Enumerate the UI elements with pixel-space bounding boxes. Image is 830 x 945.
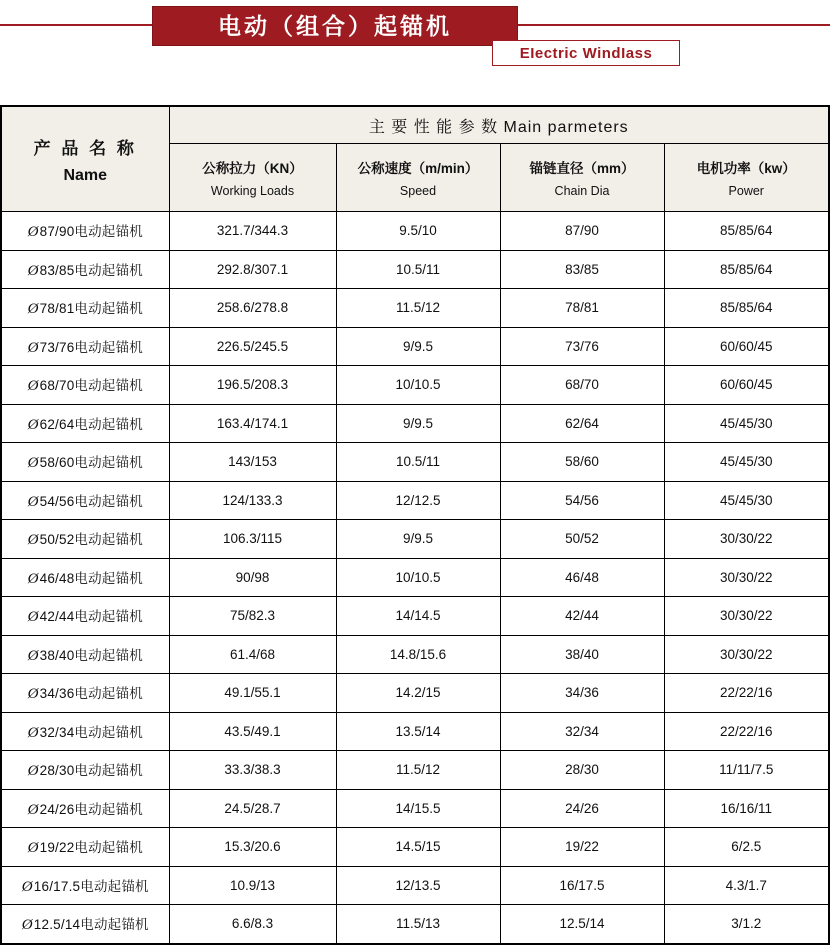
table-row [1, 212, 829, 251]
cell-power: 60/60/45 [664, 327, 829, 366]
column-header-power-en: Power [728, 184, 764, 198]
cell-product-name: Ø46/48电动起锚机 [1, 558, 169, 597]
table-row [1, 289, 829, 328]
page-header [0, 0, 830, 98]
cell-power: 6/2.5 [664, 828, 829, 867]
table-row [1, 789, 829, 828]
cell-chain-dia: 83/85 [500, 250, 664, 289]
cell-working-loads: 43.5/49.1 [169, 712, 336, 751]
title-banner [152, 6, 518, 46]
diameter-symbol-icon: Ø [27, 416, 39, 433]
english-title-box [492, 40, 680, 66]
cell-chain-dia: 42/44 [500, 597, 664, 636]
table-row [1, 327, 829, 366]
diameter-symbol-icon: Ø [27, 801, 39, 818]
cell-power: 85/85/64 [664, 212, 829, 251]
cell-working-loads: 49.1/55.1 [169, 674, 336, 713]
cell-chain-dia: 73/76 [500, 327, 664, 366]
column-group-header-main-parameters: 主 要 性 能 参 数 Main parmeters [169, 106, 829, 144]
column-header-working-loads-cn: 公称拉力（KN） [202, 161, 303, 176]
cell-working-loads: 6.6/8.3 [169, 905, 336, 944]
table-row [1, 828, 829, 867]
column-header-power-cn: 电机功率（kw） [696, 161, 796, 176]
cell-power: 22/22/16 [664, 674, 829, 713]
cell-power: 85/85/64 [664, 250, 829, 289]
diameter-symbol-icon: Ø [27, 570, 39, 587]
table-row [1, 481, 829, 520]
table-header [1, 106, 829, 212]
table-row [1, 558, 829, 597]
cell-working-loads: 24.5/28.7 [169, 789, 336, 828]
page-title-en: EIectric WindIass [519, 44, 653, 62]
cell-product-name: Ø12.5/14电动起锚机 [1, 905, 169, 944]
cell-product-name: Ø58/60电动起锚机 [1, 443, 169, 482]
column-header-name [1, 106, 169, 212]
cell-chain-dia: 54/56 [500, 481, 664, 520]
diameter-symbol-icon: Ø [27, 339, 39, 356]
cell-power: 16/16/11 [664, 789, 829, 828]
cell-product-name: Ø34/36电动起锚机 [1, 674, 169, 713]
table-row [1, 635, 829, 674]
cell-product-name: Ø87/90电动起锚机 [1, 212, 169, 251]
cell-chain-dia: 28/30 [500, 751, 664, 790]
diameter-symbol-icon: Ø [27, 840, 39, 857]
cell-speed: 13.5/14 [336, 712, 500, 751]
cell-speed: 9.5/10 [336, 212, 500, 251]
cell-chain-dia: 58/60 [500, 443, 664, 482]
cell-working-loads: 10.9/13 [169, 866, 336, 905]
cell-speed: 10.5/11 [336, 250, 500, 289]
cell-power: 30/30/22 [664, 635, 829, 674]
cell-chain-dia: 62/64 [500, 404, 664, 443]
cell-speed: 10/10.5 [336, 366, 500, 405]
cell-working-loads: 321.7/344.3 [169, 212, 336, 251]
diameter-symbol-icon: Ø [27, 224, 39, 241]
diameter-symbol-icon: Ø [27, 609, 39, 626]
cell-product-name: Ø28/30电动起锚机 [1, 751, 169, 790]
table-row [1, 597, 829, 636]
cell-working-loads: 15.3/20.6 [169, 828, 336, 867]
cell-chain-dia: 78/81 [500, 289, 664, 328]
cell-product-name: Ø16/17.5电动起锚机 [1, 866, 169, 905]
cell-product-name: Ø50/52电动起锚机 [1, 520, 169, 559]
cell-power: 85/85/64 [664, 289, 829, 328]
banner-rule-left [0, 24, 152, 26]
diameter-symbol-icon: Ø [27, 647, 39, 664]
diameter-symbol-icon: Ø [27, 262, 39, 279]
cell-speed: 9/9.5 [336, 327, 500, 366]
table-row [1, 520, 829, 559]
cell-chain-dia: 24/26 [500, 789, 664, 828]
column-header-speed-en: Speed [399, 184, 437, 198]
cell-product-name: Ø19/22电动起锚机 [1, 828, 169, 867]
cell-power: 22/22/16 [664, 712, 829, 751]
diameter-symbol-icon: Ø [27, 378, 39, 395]
cell-power: 3/1.2 [664, 905, 829, 944]
cell-power: 45/45/30 [664, 481, 829, 520]
cell-chain-dia: 68/70 [500, 366, 664, 405]
table-body [1, 212, 829, 944]
table-row [1, 404, 829, 443]
diameter-symbol-icon: Ø [27, 686, 39, 703]
cell-product-name: Ø78/81电动起锚机 [1, 289, 169, 328]
cell-power: 30/30/22 [664, 558, 829, 597]
banner-rule-right [516, 24, 830, 26]
column-header-speed [336, 144, 500, 212]
cell-working-loads: 292.8/307.1 [169, 250, 336, 289]
table-row [1, 366, 829, 405]
table-row [1, 674, 829, 713]
cell-working-loads: 90/98 [169, 558, 336, 597]
cell-power: 60/60/45 [664, 366, 829, 405]
column-header-speed-cn: 公称速度（m/min） [357, 161, 479, 176]
table-row [1, 250, 829, 289]
cell-speed: 9/9.5 [336, 520, 500, 559]
column-header-chain-dia [500, 144, 664, 212]
cell-power: 45/45/30 [664, 404, 829, 443]
cell-speed: 11.5/13 [336, 905, 500, 944]
specification-table [0, 105, 830, 945]
cell-chain-dia: 87/90 [500, 212, 664, 251]
cell-product-name: Ø62/64电动起锚机 [1, 404, 169, 443]
cell-power: 30/30/22 [664, 520, 829, 559]
table-row [1, 905, 829, 944]
page-title-cn: 电动（组合）起锚机 [218, 12, 452, 39]
cell-speed: 14.8/15.6 [336, 635, 500, 674]
specification-table-container [0, 105, 830, 945]
diameter-symbol-icon: Ø [27, 532, 39, 549]
cell-speed: 12/13.5 [336, 866, 500, 905]
cell-product-name: Ø38/40电动起锚机 [1, 635, 169, 674]
cell-chain-dia: 19/22 [500, 828, 664, 867]
table-row [1, 443, 829, 482]
cell-working-loads: 226.5/245.5 [169, 327, 336, 366]
cell-chain-dia: 34/36 [500, 674, 664, 713]
cell-product-name: Ø54/56电动起锚机 [1, 481, 169, 520]
cell-chain-dia: 16/17.5 [500, 866, 664, 905]
column-header-working-loads [169, 144, 336, 212]
column-header-chain-dia-en: Chain Dia [554, 184, 610, 198]
column-header-name-en: Name [63, 166, 108, 184]
cell-working-loads: 124/133.3 [169, 481, 336, 520]
cell-working-loads: 143/153 [169, 443, 336, 482]
diameter-symbol-icon: Ø [27, 455, 39, 472]
cell-product-name: Ø24/26电动起锚机 [1, 789, 169, 828]
table-row [1, 712, 829, 751]
cell-power: 45/45/30 [664, 443, 829, 482]
cell-working-loads: 258.6/278.8 [169, 289, 336, 328]
cell-product-name: Ø32/34电动起锚机 [1, 712, 169, 751]
cell-chain-dia: 12.5/14 [500, 905, 664, 944]
cell-speed: 14/14.5 [336, 597, 500, 636]
cell-working-loads: 33.3/38.3 [169, 751, 336, 790]
cell-power: 30/30/22 [664, 597, 829, 636]
column-header-working-loads-en: Working Loads [210, 184, 295, 198]
cell-working-loads: 75/82.3 [169, 597, 336, 636]
cell-power: 4.3/1.7 [664, 866, 829, 905]
table-row [1, 751, 829, 790]
cell-chain-dia: 38/40 [500, 635, 664, 674]
cell-product-name: Ø42/44电动起锚机 [1, 597, 169, 636]
cell-speed: 10.5/11 [336, 443, 500, 482]
column-header-name-cn: 产 品 名 称 [33, 138, 137, 158]
cell-chain-dia: 32/34 [500, 712, 664, 751]
diameter-symbol-icon: Ø [21, 917, 33, 934]
diameter-symbol-icon: Ø [27, 724, 39, 741]
cell-speed: 14/15.5 [336, 789, 500, 828]
diameter-symbol-icon: Ø [21, 878, 33, 895]
cell-product-name: Ø68/70电动起锚机 [1, 366, 169, 405]
cell-speed: 9/9.5 [336, 404, 500, 443]
diameter-symbol-icon: Ø [27, 301, 39, 318]
table-row [1, 866, 829, 905]
cell-speed: 14.5/15 [336, 828, 500, 867]
cell-speed: 10/10.5 [336, 558, 500, 597]
cell-working-loads: 106.3/115 [169, 520, 336, 559]
column-header-power [664, 144, 829, 212]
cell-working-loads: 196.5/208.3 [169, 366, 336, 405]
cell-working-loads: 163.4/174.1 [169, 404, 336, 443]
cell-product-name: Ø73/76电动起锚机 [1, 327, 169, 366]
cell-speed: 14.2/15 [336, 674, 500, 713]
column-header-chain-dia-cn: 锚链直径（mm） [529, 161, 635, 176]
cell-power: 11/11/7.5 [664, 751, 829, 790]
cell-product-name: Ø83/85电动起锚机 [1, 250, 169, 289]
cell-speed: 11.5/12 [336, 289, 500, 328]
cell-chain-dia: 50/52 [500, 520, 664, 559]
cell-speed: 12/12.5 [336, 481, 500, 520]
diameter-symbol-icon: Ø [27, 763, 39, 780]
cell-speed: 11.5/12 [336, 751, 500, 790]
cell-chain-dia: 46/48 [500, 558, 664, 597]
cell-working-loads: 61.4/68 [169, 635, 336, 674]
diameter-symbol-icon: Ø [27, 493, 39, 510]
